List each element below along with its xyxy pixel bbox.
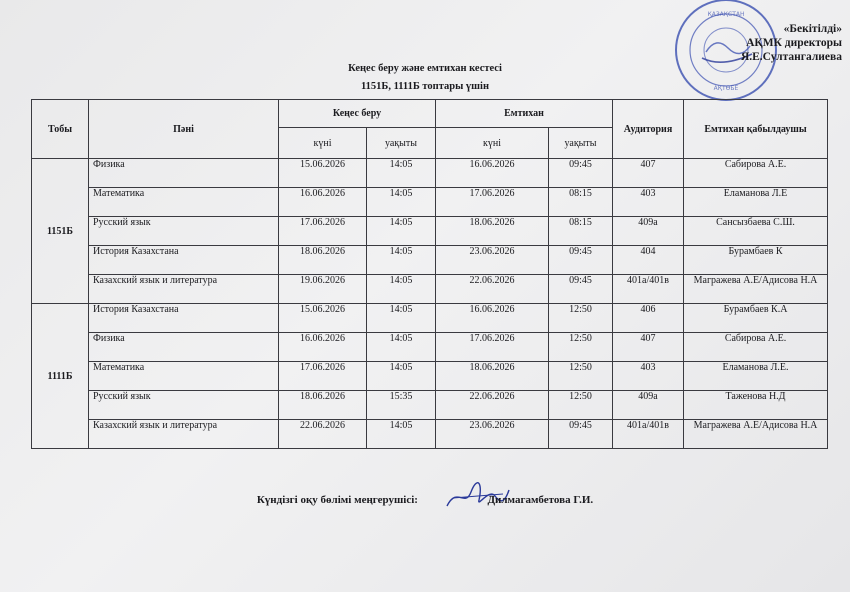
- subject-cell: История Казахстана: [89, 246, 279, 275]
- header-group: Тобы: [32, 100, 89, 159]
- footer-name: Дилмагамбетова Г.И.: [487, 494, 594, 506]
- consult-date-cell: 16.06.2026: [279, 333, 367, 362]
- consult-date-cell: 17.06.2026: [279, 217, 367, 246]
- subject-cell: Физика: [89, 159, 279, 188]
- exam-date-cell: 23.06.2026: [436, 420, 549, 449]
- exam-date-cell: 17.06.2026: [436, 333, 549, 362]
- room-cell: 403: [613, 362, 684, 391]
- group-name: 1111Б: [32, 304, 89, 449]
- header-examiner: Емтихан қабылдаушы: [684, 100, 828, 159]
- table-row: [32, 188, 828, 217]
- header-consult-time: уақыты: [367, 128, 436, 159]
- examiner-cell: Магражева А.Е/Адисова Н.А: [684, 420, 828, 449]
- subject-cell: Казахский язык и литература: [89, 275, 279, 304]
- examiner-cell: Бурамбаев К: [684, 246, 828, 275]
- header-room: Аудитория: [613, 100, 684, 159]
- room-cell: 403: [613, 188, 684, 217]
- exam-time-cell: 09:45: [549, 246, 613, 275]
- room-cell: 401а/401в: [613, 420, 684, 449]
- room-cell: 401а/401в: [613, 275, 684, 304]
- room-cell: 407: [613, 333, 684, 362]
- group-name: 1151Б: [32, 159, 89, 304]
- consult-date-cell: 15.06.2026: [279, 304, 367, 333]
- exam-date-cell: 16.06.2026: [436, 304, 549, 333]
- room-cell: 409а: [613, 217, 684, 246]
- consult-date-cell: 22.06.2026: [279, 420, 367, 449]
- examiner-cell: Сабирова А.Е.: [684, 159, 828, 188]
- exam-date-cell: 23.06.2026: [436, 246, 549, 275]
- subject-cell: Физика: [89, 333, 279, 362]
- consult-date-cell: 18.06.2026: [279, 246, 367, 275]
- examiner-cell: Еламанова Л.Е: [684, 188, 828, 217]
- room-cell: 407: [613, 159, 684, 188]
- examiner-cell: Сабирова А.Е.: [684, 333, 828, 362]
- consult-date-cell: 16.06.2026: [279, 188, 367, 217]
- table-row: [32, 333, 828, 362]
- room-cell: 404: [613, 246, 684, 275]
- table-row: [32, 391, 828, 420]
- subject-cell: Математика: [89, 188, 279, 217]
- examiner-cell: Магражева А.Е/Адисова Н.А: [684, 275, 828, 304]
- exam-date-cell: 22.06.2026: [436, 391, 549, 420]
- examiner-cell: Бурамбаев К.А: [684, 304, 828, 333]
- table-row: [32, 246, 828, 275]
- table-row: [32, 275, 828, 304]
- header-consult: Кеңес беру: [279, 100, 436, 128]
- svg-text:ҚАЗАҚСТАН: ҚАЗАҚСТАН: [707, 11, 745, 18]
- exam-date-cell: 17.06.2026: [436, 188, 549, 217]
- subject-cell: Русский язык: [89, 217, 279, 246]
- table-row: [32, 304, 828, 333]
- exam-time-cell: 08:15: [549, 188, 613, 217]
- document-subtitle: 1151Б, 1111Б топтары үшін: [360, 81, 490, 92]
- header-subject: Пәні: [89, 100, 279, 159]
- exam-time-cell: 09:45: [549, 159, 613, 188]
- consult-time-cell: 14:05: [367, 333, 436, 362]
- consult-time-cell: 15:35: [367, 391, 436, 420]
- subject-cell: Казахский язык и литература: [89, 420, 279, 449]
- footer-role: Күндізгі оқу бөлімі меңгерушісі:: [256, 494, 418, 506]
- exam-time-cell: 09:45: [549, 420, 613, 449]
- exam-date-cell: 18.06.2026: [436, 362, 549, 391]
- header-exam: Емтихан: [436, 100, 613, 128]
- table-row: [32, 159, 828, 188]
- document-title: Кеңес беру және емтихан кестесі: [348, 63, 502, 74]
- consult-time-cell: 14:05: [367, 420, 436, 449]
- footer: [0, 494, 850, 506]
- subject-cell: История Казахстана: [89, 304, 279, 333]
- exam-date-cell: 22.06.2026: [436, 275, 549, 304]
- exam-time-cell: 12:50: [549, 333, 613, 362]
- approval-line-1: «Бекітілді»: [783, 23, 842, 35]
- consult-time-cell: 14:05: [367, 188, 436, 217]
- consult-time-cell: 14:05: [367, 304, 436, 333]
- room-cell: 409а: [613, 391, 684, 420]
- consult-date-cell: 17.06.2026: [279, 362, 367, 391]
- examiner-cell: Еламанова Л.Е.: [684, 362, 828, 391]
- consult-time-cell: 14:05: [367, 246, 436, 275]
- exam-time-cell: 12:50: [549, 304, 613, 333]
- table-row: [32, 217, 828, 246]
- examiner-cell: Таженова Н.Д: [684, 391, 828, 420]
- consult-time-cell: 14:05: [367, 362, 436, 391]
- exam-time-cell: 09:45: [549, 275, 613, 304]
- consult-time-cell: 14:05: [367, 275, 436, 304]
- consult-time-cell: 14:05: [367, 159, 436, 188]
- consult-time-cell: 14:05: [367, 217, 436, 246]
- exam-time-cell: 08:15: [549, 217, 613, 246]
- table-row: [32, 362, 828, 391]
- exam-time-cell: 12:50: [549, 362, 613, 391]
- consult-date-cell: 18.06.2026: [279, 391, 367, 420]
- consult-date-cell: 19.06.2026: [279, 275, 367, 304]
- header-consult-day: күні: [279, 128, 367, 159]
- exam-date-cell: 16.06.2026: [436, 159, 549, 188]
- header-exam-day: күні: [436, 128, 549, 159]
- subject-cell: Математика: [89, 362, 279, 391]
- approval-block: [741, 22, 842, 64]
- approval-line-2: АҚМК директоры: [746, 37, 842, 49]
- approval-line-3: Я.Е.Султангалиева: [740, 51, 842, 63]
- schedule-table: [31, 99, 828, 449]
- exam-time-cell: 12:50: [549, 391, 613, 420]
- table-row: [32, 420, 828, 449]
- header-exam-time: уақыты: [549, 128, 613, 159]
- svg-text:АҚТӨБЕ: АҚТӨБЕ: [713, 85, 739, 92]
- room-cell: 406: [613, 304, 684, 333]
- subject-cell: Русский язык: [89, 391, 279, 420]
- consult-date-cell: 15.06.2026: [279, 159, 367, 188]
- examiner-cell: Сансызбаева С.Ш.: [684, 217, 828, 246]
- exam-date-cell: 18.06.2026: [436, 217, 549, 246]
